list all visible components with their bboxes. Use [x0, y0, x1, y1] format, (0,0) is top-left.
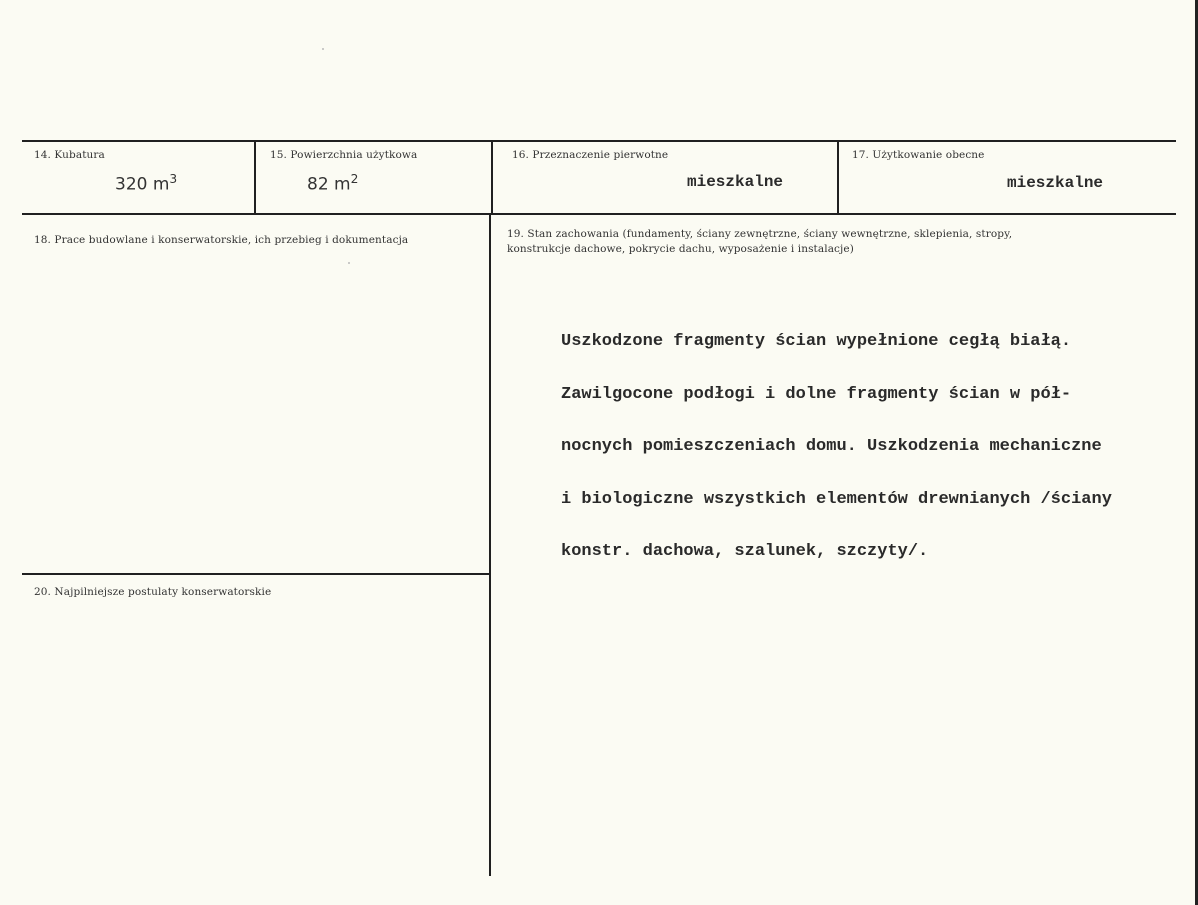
field-15-label: 15. Powierzchnia użytkowa	[270, 149, 418, 161]
condition-text-line: Zawilgocone podłogi i dolne fragmenty ścian w pół-	[561, 384, 1072, 404]
condition-text-line: Uszkodzone fragmenty ścian wypełnione cegłą białą.	[561, 332, 1072, 351]
top-row-lower-rule	[22, 213, 1176, 215]
field-19-label-line2: konstrukcje dachowe, pokrycie dachu, wyposażenie i instalacje)	[507, 243, 854, 255]
field-14-label: 14. Kubatura	[34, 149, 105, 161]
field-20-label: 20. Najpilniejsze postulaty konserwatorskie	[34, 586, 272, 598]
field-14-unit-exponent: 3	[169, 172, 178, 186]
field-15-value	[307, 172, 358, 195]
field-16-label: 16. Przeznaczenie pierwotne	[512, 149, 669, 161]
field-17-label: 17. Użytkowanie obecne	[852, 149, 985, 161]
field-14-value	[115, 172, 177, 195]
top-row-upper-rule	[22, 140, 1176, 142]
field-15-value-text: 82 m	[307, 174, 351, 195]
field-14-value-text: 320 m	[115, 174, 170, 195]
col-divider-15-16	[491, 141, 493, 214]
field-18-label: 18. Prace budowlane i konserwatorskie, ich przebieg i dokumentacja	[34, 234, 409, 246]
condition-text-line: konstr. dachowa, szalunek, szczyty/.	[561, 542, 929, 561]
col-divider-14-15	[254, 141, 256, 214]
col-divider-16-17	[837, 141, 839, 214]
paper-speck	[322, 48, 324, 50]
field-15-unit-exponent: 2	[350, 172, 359, 186]
paper-speck	[348, 262, 350, 264]
condition-text-line: nocnych pomieszczeniach domu. Uszkodzenia mechaniczne	[561, 437, 1102, 456]
field-16-value: mieszkalne	[687, 173, 784, 191]
section-18-20-divider	[22, 573, 489, 575]
col-divider-main	[489, 214, 491, 876]
field-19-condition-text	[561, 298, 1112, 596]
field-17-value: mieszkalne	[1007, 174, 1104, 192]
condition-text-line: i biologiczne wszystkich elementów drewnianych /ściany	[561, 489, 1112, 509]
field-19-label-line1: 19. Stan zachowania (fundamenty, ściany zewnętrzne, ściany wewnętrzne, sklepienia, stropy,	[507, 228, 1013, 240]
